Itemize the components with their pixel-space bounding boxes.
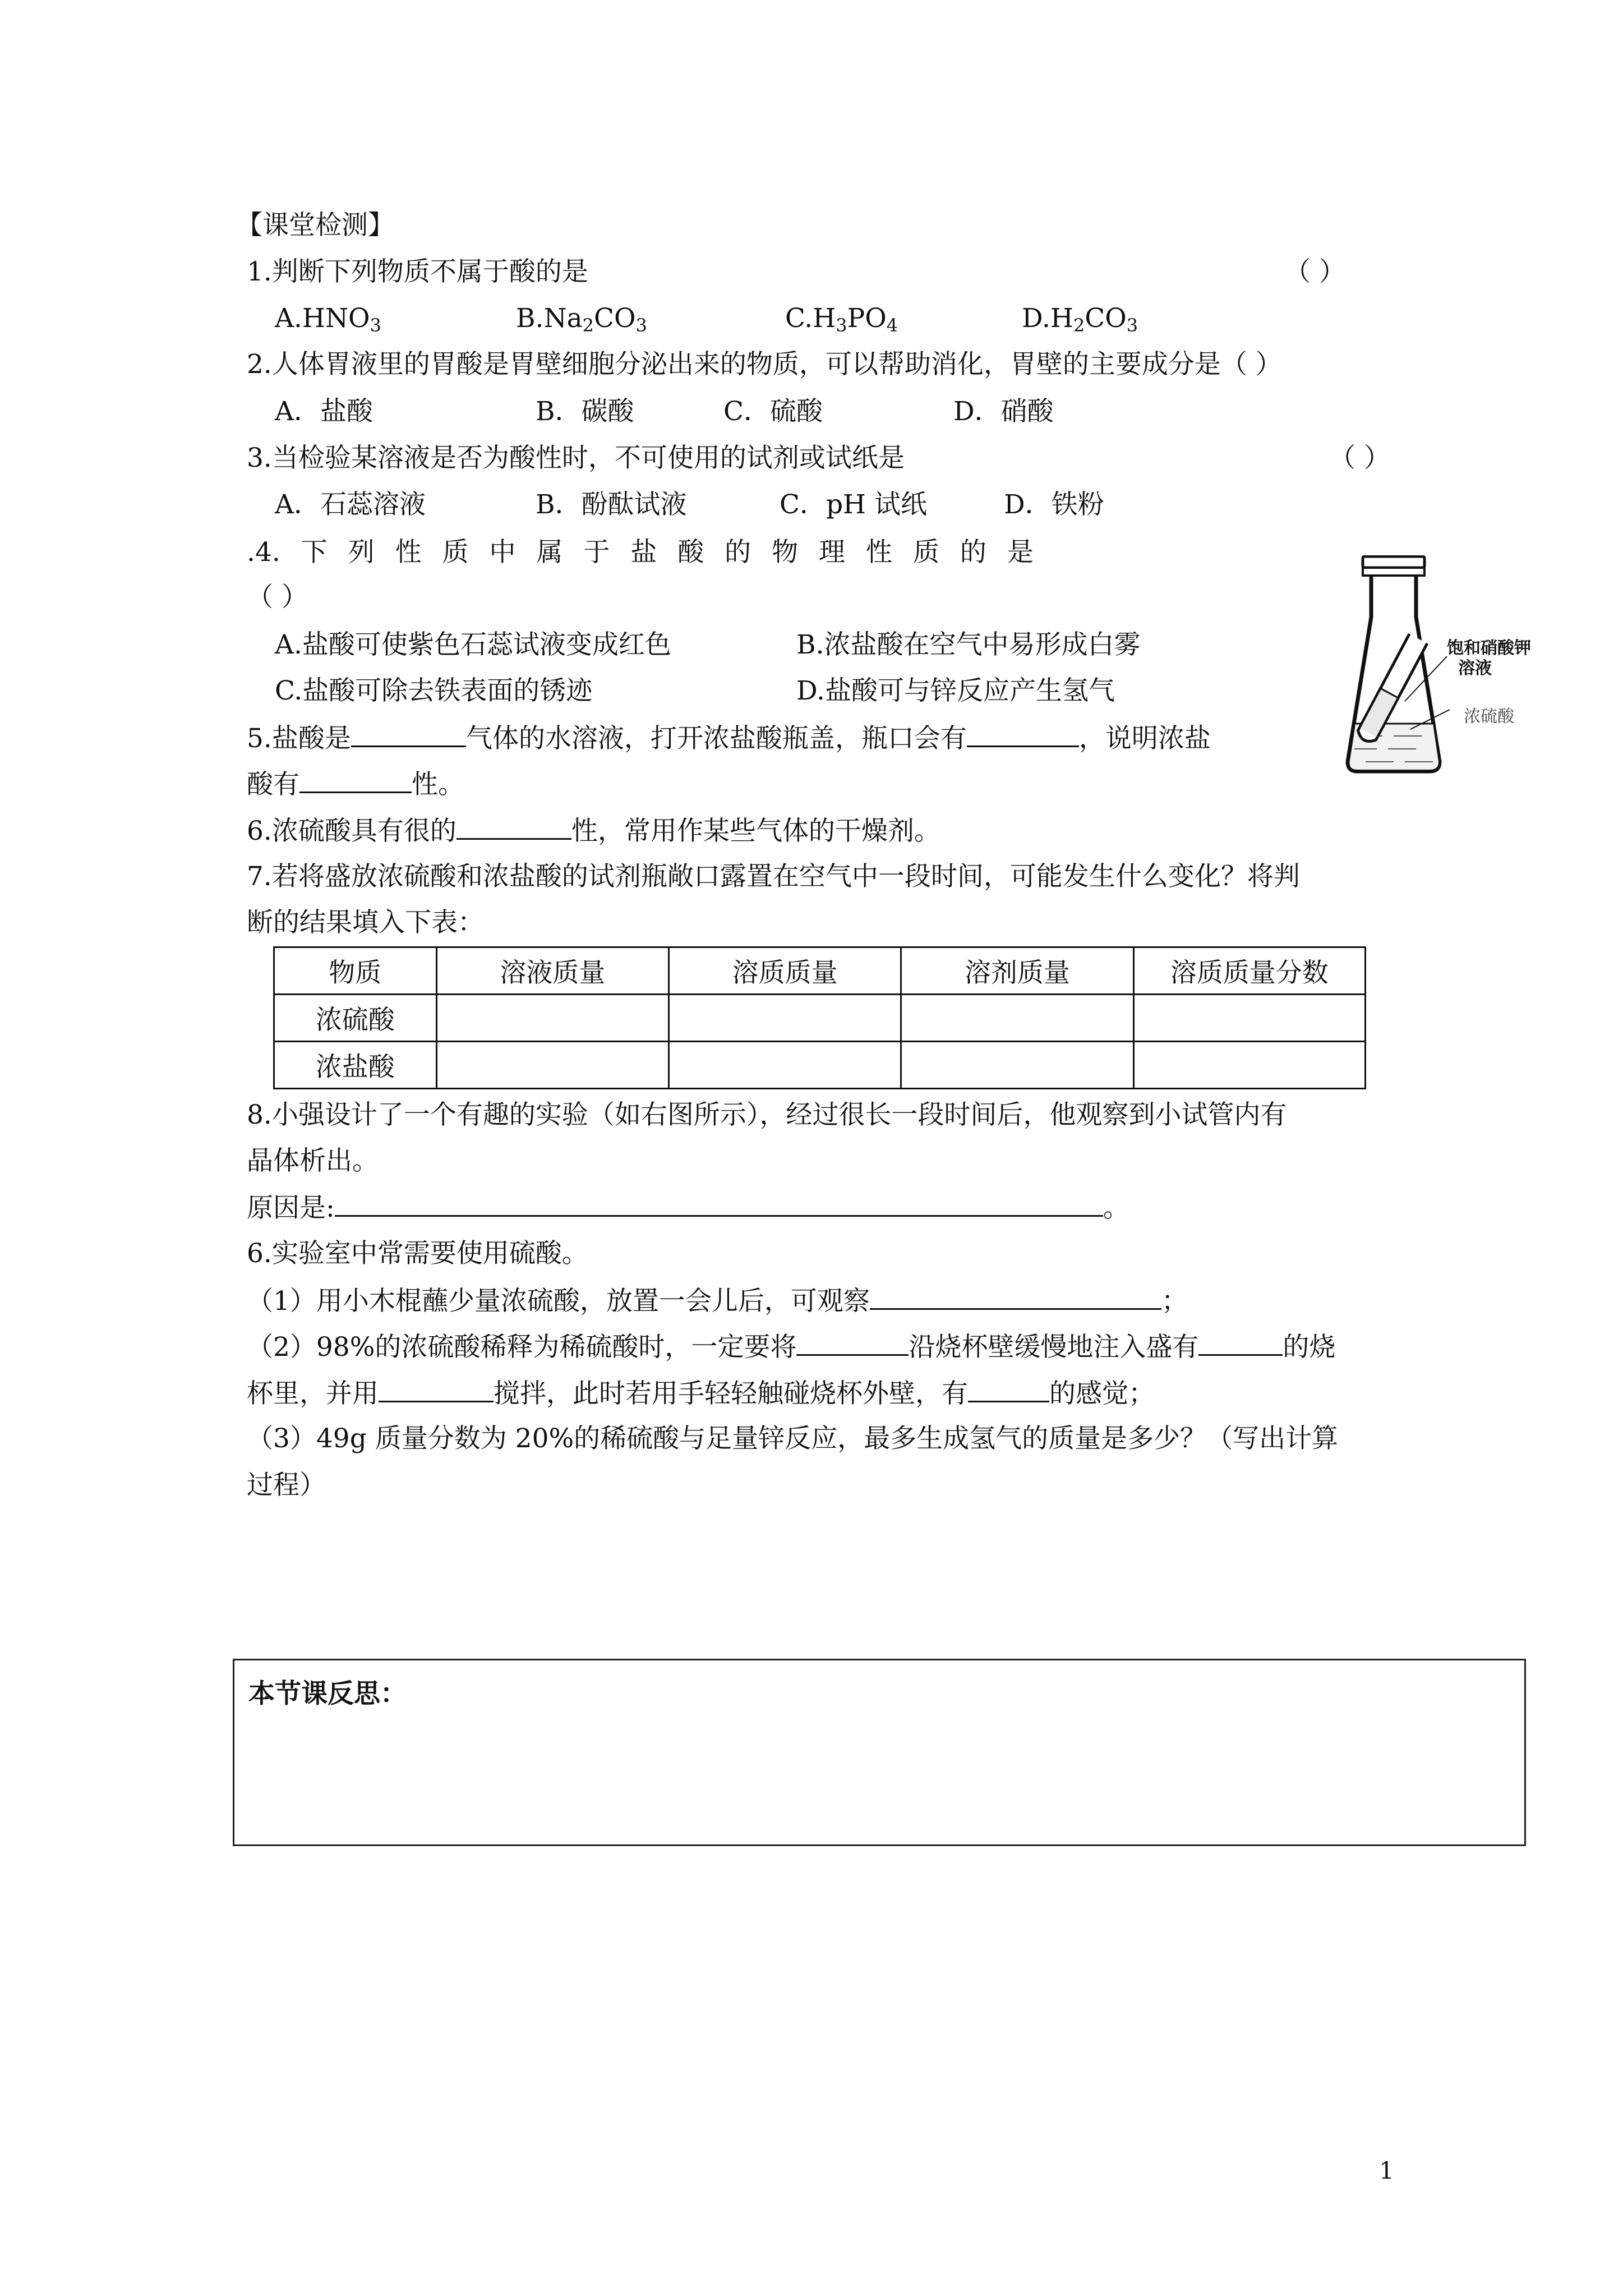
q5-line2: 酸有 性。 [247,767,464,802]
q1-option-b: $B.Na_2CO_3$ [516,303,647,336]
q6b-part2-cont: 杯里，并用 搅拌，此时若用手轻轻触碰烧杯外壁，有 的感觉； [247,1376,1155,1411]
properties-table [273,946,1366,1089]
answer-cell[interactable] [668,1042,901,1089]
q4-option-d: D.盐酸可与锌反应产生氢气 [796,675,1115,706]
q6b-blank-4[interactable] [379,1376,494,1402]
label-saturated-kno3: 饱和硝酸钾 [1447,638,1531,658]
q4-paren: （ ） [247,582,308,613]
q8-reason: 原因是: 。 [247,1190,1129,1225]
q3-option-c: C．pH 试纸 [780,489,927,520]
table-header-cell: 物质 [274,947,437,995]
q3-option-b: B．酚酞试液 [536,489,687,520]
page-number: 1 [1379,2157,1394,2184]
answer-cell[interactable] [668,995,901,1042]
q4-stem: .4. 下 列 性 质 中 属 于 盐 酸 的 物 理 性 质 的 是 [247,537,1034,568]
q8-reason-blank[interactable] [335,1190,1103,1217]
q4-option-c: C.盐酸可除去铁表面的锈迹 [275,675,593,706]
q5-blank-2[interactable] [967,721,1079,747]
row-label: 浓盐酸 [274,1042,437,1089]
answer-cell[interactable] [436,995,668,1042]
q5-blank-3[interactable] [299,767,412,793]
table-header-row [274,947,1366,995]
q3-option-d: D．铁粉 [1004,489,1104,520]
q2-option-d: D．硝酸 [953,396,1054,427]
q2-option-b: B．碳酸 [536,396,634,427]
section-title: 【课堂检测】 [236,210,394,241]
table-row [274,1042,1366,1089]
q8-line1: 8.小强设计了一个有趣的实验（如右图所示），经过很长一段时间后，他观察到小试管内有 [247,1099,1287,1130]
q4-option-a: A.盐酸可使紫色石蕊试液变成红色 [275,629,671,660]
q6b-stem: 6.实验室中常需要使用硫酸。 [247,1238,588,1269]
q3-option-a: A．石蕊溶液 [275,489,426,520]
q6a-blank[interactable] [457,813,571,840]
q2-option-c: C．硫酸 [723,396,823,427]
q6b-part1: （1）用小木棍蘸少量浓硫酸，放置一会儿后，可观察 ； [247,1283,1188,1318]
answer-cell[interactable] [1133,1042,1365,1089]
answer-cell[interactable] [1133,995,1365,1042]
q6b-part3-cont: 过程） [247,1470,326,1501]
q6b-blank-1[interactable] [870,1283,1161,1310]
table-header-cell: 溶液质量 [436,947,668,995]
q7-line1: 7.若将盛放浓硫酸和浓盐酸的试剂瓶敞口露置在空气中一段时间，可能发生什么变化？将判 [247,861,1300,892]
reflection-box[interactable] [233,1659,1526,1846]
q1-option-c: $C.H_3PO_4$ [785,303,898,336]
q6a-line: 6.浓硫酸具有很的 性，常用作某些气体的干燥剂。 [247,813,940,848]
q2-option-a: A．盐酸 [275,396,373,427]
label-solution: 溶液 [1458,659,1492,678]
q3-stem: 3.当检验某溶液是否为酸性时，不可使用的试剂或试纸是 [247,443,905,473]
q5-line1: 5.盐酸是 气体的水溶液，打开浓盐酸瓶盖，瓶口会有 ，说明浓盐 [247,721,1211,756]
answer-cell[interactable] [901,1042,1133,1089]
reflection-title: 本节课反思： [248,1678,407,1709]
table-row [274,995,1366,1042]
q4-option-b: B.浓盐酸在空气中易形成白雾 [796,629,1141,660]
q6b-part2: （2）98%的浓硫酸稀释为稀硫酸时，一定要将 沿烧杯壁缓慢地注入盛有 的烧 [247,1329,1335,1364]
q1-stem: 1.判断下列物质不属于酸的是 [247,256,588,287]
q8-line2: 晶体析出。 [247,1145,379,1176]
table-header-cell: 溶质质量 [668,947,901,995]
table-header-cell: 溶质质量分数 [1133,947,1365,995]
table-header-cell: 溶剂质量 [901,947,1133,995]
q6b-part3: （3）49g 质量分数为 20%的稀硫酸与足量锌反应，最多生成氢气的质量是多少？（写出计算 [247,1423,1339,1454]
q6b-blank-3[interactable] [1198,1329,1283,1356]
q1-option-a: $A.HNO_3$ [275,303,381,336]
q5-blank-1[interactable] [351,721,466,747]
label-conc-sulfuric-acid: 浓硫酸 [1464,707,1514,726]
q6b-blank-5[interactable] [968,1376,1049,1402]
q6b-blank-2[interactable] [796,1329,909,1356]
row-label: 浓硫酸 [274,995,437,1042]
q7-line2: 断的结果填入下表： [247,907,484,938]
q3-paren: （ ） [1329,443,1390,473]
answer-cell[interactable] [436,1042,668,1089]
q1-option-d: $D.H_2CO_3$ [1022,303,1138,336]
q2-stem: 2.人体胃液里的胃酸是胃壁细胞分泌出来的物质，可以帮助消化，胃壁的主要成分是（ ） [247,349,1282,380]
answer-cell[interactable] [901,995,1133,1042]
q1-paren: （ ） [1284,256,1345,287]
flask-diagram [1343,555,1584,780]
